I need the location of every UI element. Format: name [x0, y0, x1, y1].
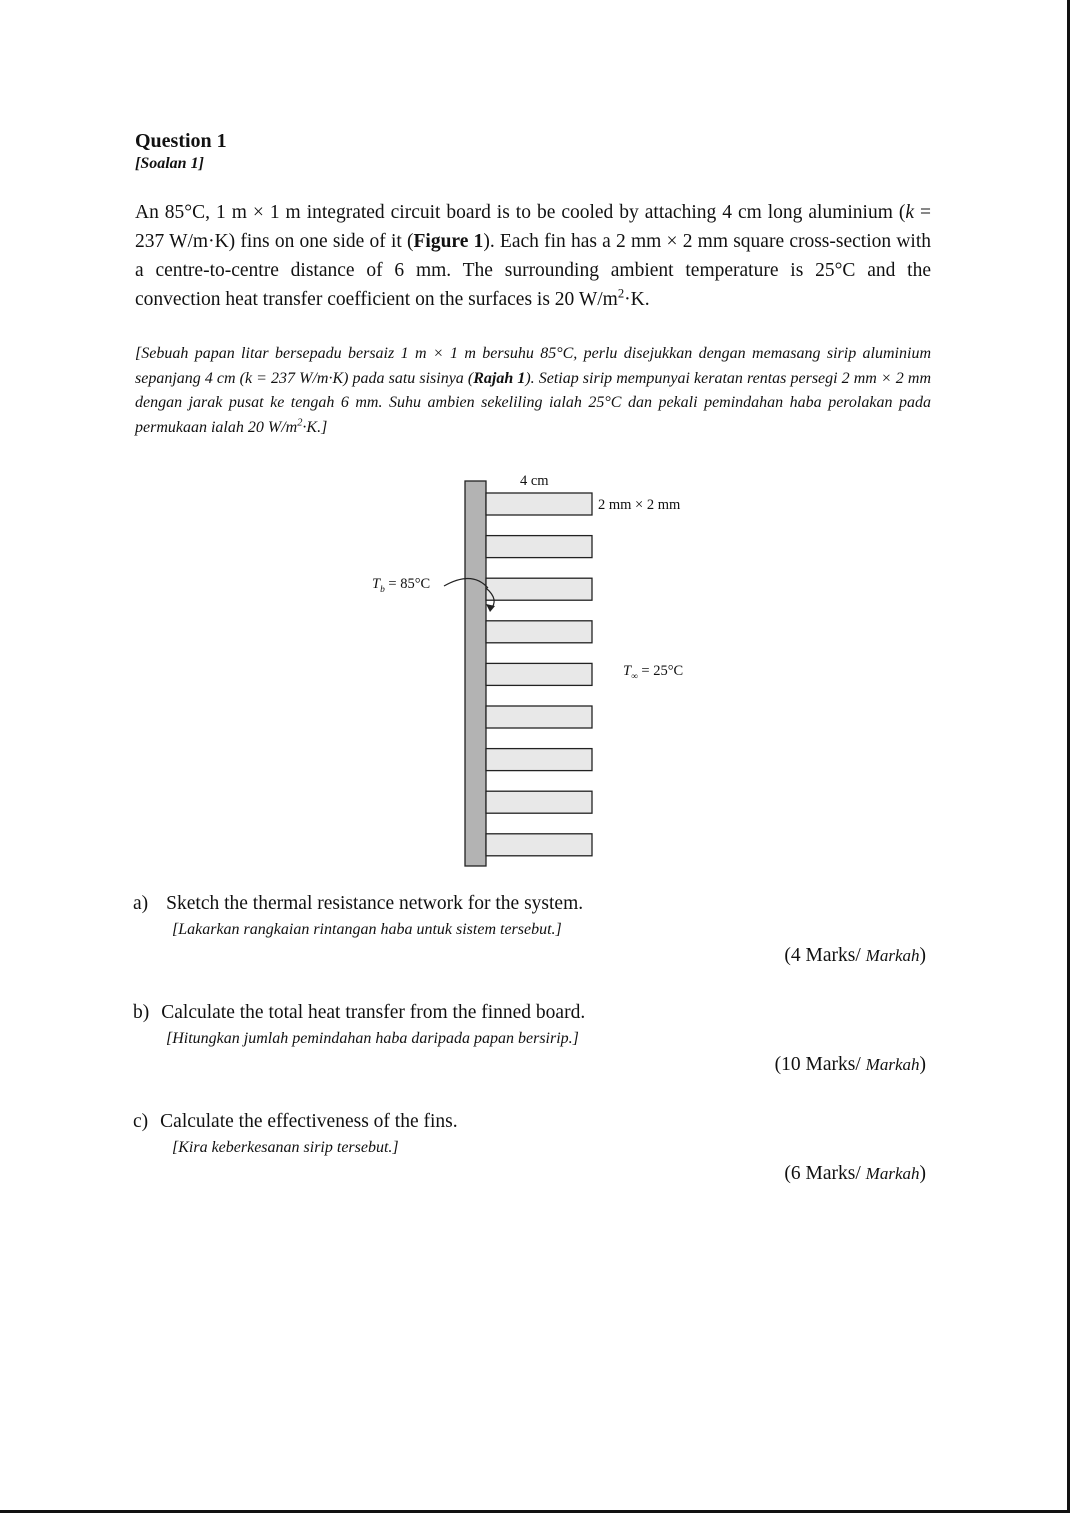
part-question: Calculate the total heat transfer from the finned board.	[161, 1002, 586, 1023]
fin	[486, 791, 592, 813]
part-a	[133, 893, 583, 915]
ambient-temperature-label: $T_\infty = 25^\circ C$	[623, 663, 684, 682]
part-c-translation: [Kira keberkesanan sirip tersebut.]	[172, 1139, 399, 1156]
question-text-malay: [Sebuah papan litar bersepadu bersaiz 1 m × 1 m bersuhu 85°C, perlu disejukkan dengan memasang sirip aluminium sepanjang 4 cm (k = 237 W/m·K) pada satu sisinya (Rajah 1). Setiap sirip mempunyai keratan rentas persegi 2 mm × 2 mm dengan jarak pusat ke tengah 6 mm. Suhu ambien sekeliling ialah 25°C dan pekali pemindahan haba perolakan pada permukaan ialah 20 $W/m^2\cdot K$.]	[135, 345, 931, 436]
fin	[486, 663, 592, 685]
part-b	[133, 1002, 585, 1024]
part-letter: c)	[133, 1111, 149, 1132]
fin	[486, 706, 592, 728]
question-text-english: An 85°C, 1 m × 1 m integrated circuit board is to be cooled by attaching 4 cm long aluminium (k = 237 W/m·K) fins on one side of it (Figure 1). Each fin has a 2 mm × 2 mm square cross-section with a centre-to-centre distance of 6 mm. The surrounding ambient temperature is 25°C and the convection heat transfer coefficient on the surfaces is 20 $W/m^2\cdot K$.	[135, 202, 932, 310]
fin	[486, 621, 592, 643]
base-temperature-label: $T_b = 85^\circ C$	[372, 576, 431, 595]
fin	[486, 749, 592, 771]
part-a-translation: [Lakarkan rangkaian rintangan haba untuk sistem tersebut.]	[172, 921, 562, 938]
question-subtitle: [Soalan 1]	[135, 155, 204, 172]
part-c	[133, 1111, 458, 1133]
circuit-board	[465, 481, 486, 866]
part-letter: b)	[133, 1002, 150, 1023]
question-title: Question 1	[135, 130, 227, 152]
cross-section-label: 2 mm × 2 mm	[598, 497, 681, 513]
fin	[486, 536, 592, 558]
fin	[486, 834, 592, 856]
part-question: Calculate the effectiveness of the fins.	[160, 1111, 458, 1132]
fin	[486, 493, 592, 515]
fin-length-label: 4 cm	[520, 473, 549, 489]
fin	[486, 578, 592, 600]
part-question: Sketch the thermal resistance network for the system.	[166, 893, 584, 914]
part-b-translation: [Hitungkan jumlah pemindahan haba daripada papan bersirip.]	[166, 1030, 579, 1047]
part-a-marks: (4 Marks/ Markah)	[784, 945, 926, 966]
part-b-marks: (10 Marks/ Markah)	[774, 1054, 926, 1075]
figure-1-finned-board	[360, 470, 720, 870]
part-letter: a)	[133, 893, 149, 914]
part-c-marks: (6 Marks/ Markah)	[784, 1163, 926, 1184]
